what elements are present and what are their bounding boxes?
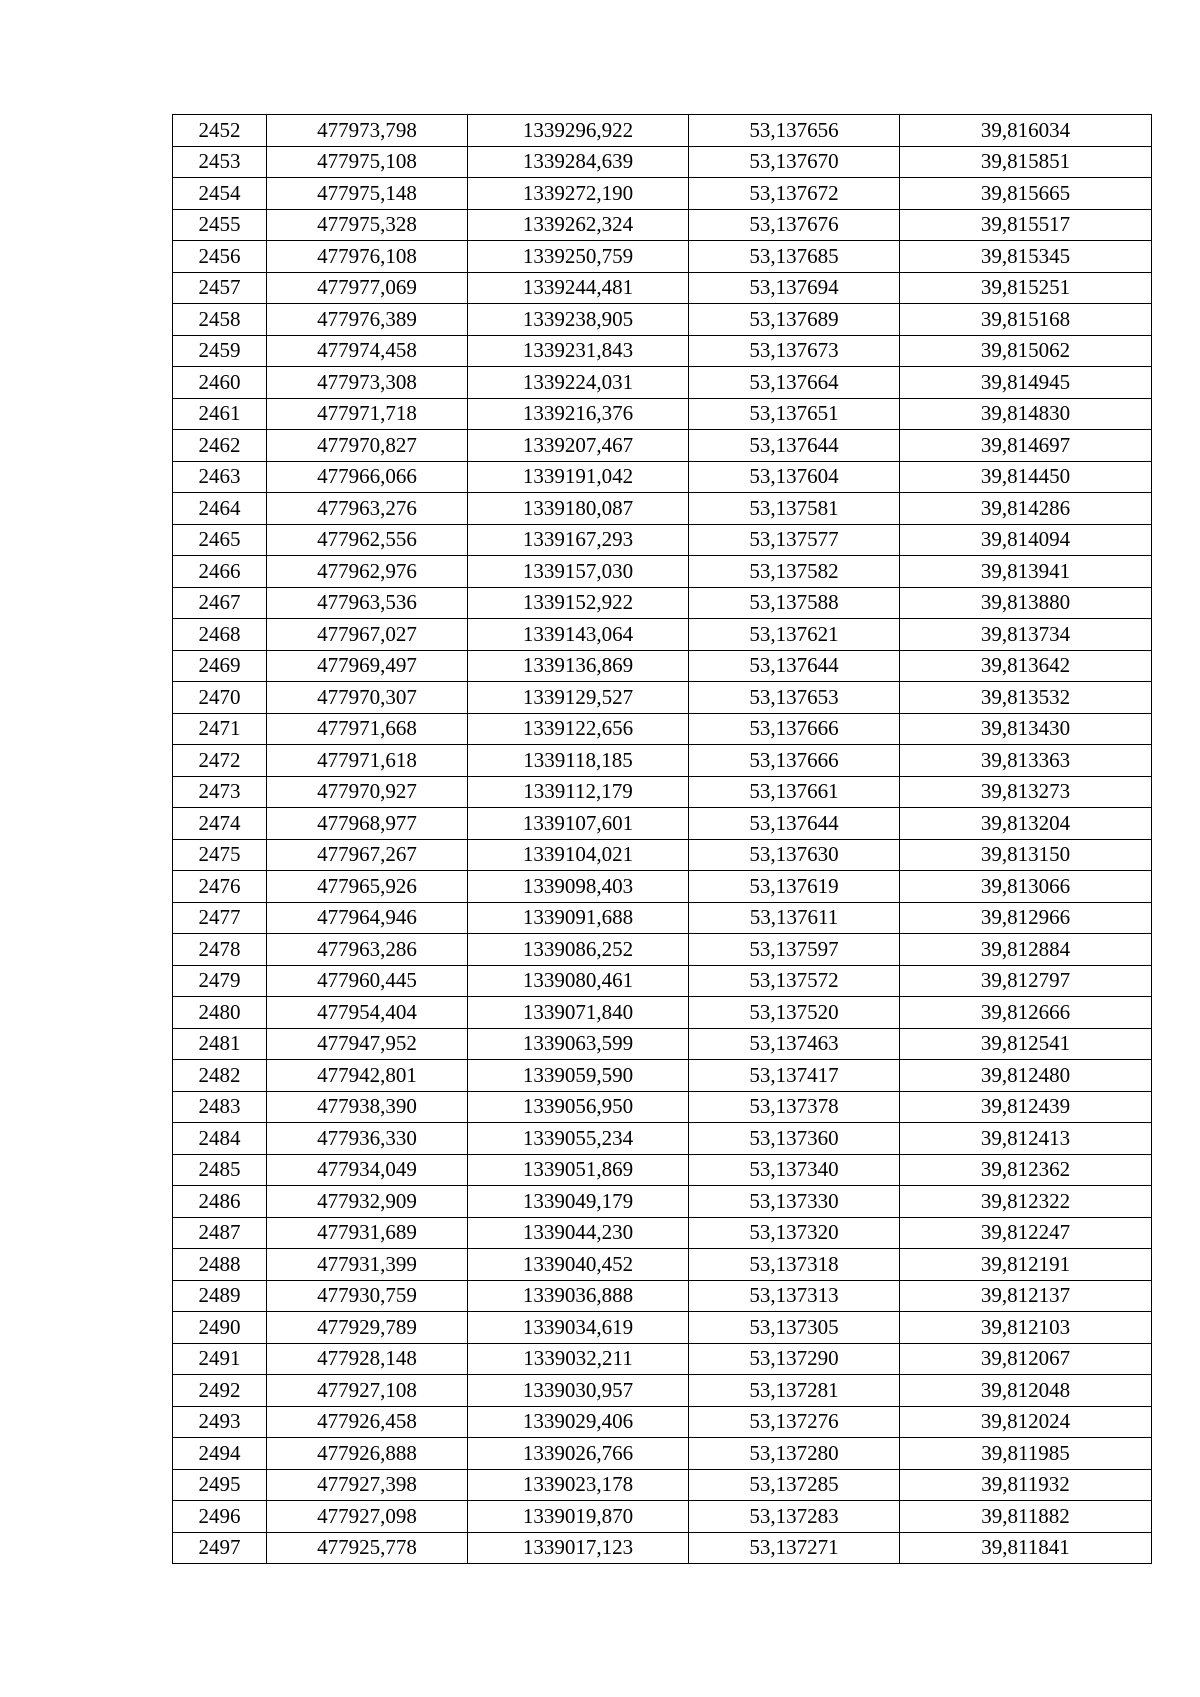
table-row (173, 1060, 1152, 1092)
longitude-cell: 39,815345 (900, 241, 1152, 273)
latitude-cell: 53,137604 (689, 461, 900, 493)
y-coordinate-cell: 1339157,030 (468, 556, 689, 588)
coordinates-table (172, 114, 1152, 1564)
y-coordinate-cell: 1339118,185 (468, 745, 689, 777)
y-coordinate-cell: 1339104,021 (468, 839, 689, 871)
latitude-cell: 53,137417 (689, 1060, 900, 1092)
longitude-cell: 39,813363 (900, 745, 1152, 777)
x-coordinate-cell: 477970,307 (267, 682, 468, 714)
table-row (173, 272, 1152, 304)
y-coordinate-cell: 1339049,179 (468, 1186, 689, 1218)
y-coordinate-cell: 1339059,590 (468, 1060, 689, 1092)
point-number-cell: 2486 (173, 1186, 267, 1218)
longitude-cell: 39,812966 (900, 902, 1152, 934)
x-coordinate-cell: 477971,668 (267, 713, 468, 745)
y-coordinate-cell: 1339091,688 (468, 902, 689, 934)
latitude-cell: 53,137664 (689, 367, 900, 399)
table-row (173, 713, 1152, 745)
table-row (173, 1280, 1152, 1312)
x-coordinate-cell: 477927,108 (267, 1375, 468, 1407)
latitude-cell: 53,137285 (689, 1469, 900, 1501)
latitude-cell: 53,137644 (689, 430, 900, 462)
latitude-cell: 53,137653 (689, 682, 900, 714)
point-number-cell: 2468 (173, 619, 267, 651)
y-coordinate-cell: 1339216,376 (468, 398, 689, 430)
point-number-cell: 2491 (173, 1343, 267, 1375)
longitude-cell: 39,812137 (900, 1280, 1152, 1312)
latitude-cell: 53,137520 (689, 997, 900, 1029)
table-row (173, 965, 1152, 997)
point-number-cell: 2488 (173, 1249, 267, 1281)
y-coordinate-cell: 1339191,042 (468, 461, 689, 493)
longitude-cell: 39,816034 (900, 115, 1152, 147)
x-coordinate-cell: 477974,458 (267, 335, 468, 367)
table-row (173, 1343, 1152, 1375)
latitude-cell: 53,137644 (689, 650, 900, 682)
x-coordinate-cell: 477938,390 (267, 1091, 468, 1123)
table-row (173, 1501, 1152, 1533)
y-coordinate-cell: 1339019,870 (468, 1501, 689, 1533)
longitude-cell: 39,815851 (900, 146, 1152, 178)
table-row (173, 524, 1152, 556)
x-coordinate-cell: 477963,276 (267, 493, 468, 525)
table-row (173, 1375, 1152, 1407)
x-coordinate-cell: 477968,977 (267, 808, 468, 840)
x-coordinate-cell: 477975,108 (267, 146, 468, 178)
table-row (173, 839, 1152, 871)
table-row (173, 1438, 1152, 1470)
table-row (173, 587, 1152, 619)
longitude-cell: 39,814450 (900, 461, 1152, 493)
point-number-cell: 2474 (173, 808, 267, 840)
longitude-cell: 39,811841 (900, 1532, 1152, 1564)
longitude-cell: 39,813941 (900, 556, 1152, 588)
latitude-cell: 53,137581 (689, 493, 900, 525)
point-number-cell: 2464 (173, 493, 267, 525)
longitude-cell: 39,812362 (900, 1154, 1152, 1186)
table-row (173, 650, 1152, 682)
table-row (173, 335, 1152, 367)
y-coordinate-cell: 1339098,403 (468, 871, 689, 903)
x-coordinate-cell: 477932,909 (267, 1186, 468, 1218)
x-coordinate-cell: 477967,027 (267, 619, 468, 651)
y-coordinate-cell: 1339071,840 (468, 997, 689, 1029)
table-row (173, 430, 1152, 462)
x-coordinate-cell: 477954,404 (267, 997, 468, 1029)
longitude-cell: 39,812666 (900, 997, 1152, 1029)
table-row (173, 997, 1152, 1029)
y-coordinate-cell: 1339284,639 (468, 146, 689, 178)
y-coordinate-cell: 1339056,950 (468, 1091, 689, 1123)
latitude-cell: 53,137320 (689, 1217, 900, 1249)
latitude-cell: 53,137689 (689, 304, 900, 336)
y-coordinate-cell: 1339051,869 (468, 1154, 689, 1186)
longitude-cell: 39,812884 (900, 934, 1152, 966)
latitude-cell: 53,137685 (689, 241, 900, 273)
x-coordinate-cell: 477967,267 (267, 839, 468, 871)
x-coordinate-cell: 477971,618 (267, 745, 468, 777)
x-coordinate-cell: 477929,789 (267, 1312, 468, 1344)
table-row (173, 1532, 1152, 1564)
point-number-cell: 2476 (173, 871, 267, 903)
latitude-cell: 53,137651 (689, 398, 900, 430)
x-coordinate-cell: 477934,049 (267, 1154, 468, 1186)
point-number-cell: 2453 (173, 146, 267, 178)
y-coordinate-cell: 1339129,527 (468, 682, 689, 714)
y-coordinate-cell: 1339152,922 (468, 587, 689, 619)
y-coordinate-cell: 1339112,179 (468, 776, 689, 808)
x-coordinate-cell: 477926,458 (267, 1406, 468, 1438)
latitude-cell: 53,137630 (689, 839, 900, 871)
longitude-cell: 39,812480 (900, 1060, 1152, 1092)
x-coordinate-cell: 477976,108 (267, 241, 468, 273)
x-coordinate-cell: 477975,148 (267, 178, 468, 210)
latitude-cell: 53,137283 (689, 1501, 900, 1533)
longitude-cell: 39,813642 (900, 650, 1152, 682)
longitude-cell: 39,814286 (900, 493, 1152, 525)
table-row (173, 115, 1152, 147)
point-number-cell: 2462 (173, 430, 267, 462)
x-coordinate-cell: 477969,497 (267, 650, 468, 682)
longitude-cell: 39,814945 (900, 367, 1152, 399)
y-coordinate-cell: 1339231,843 (468, 335, 689, 367)
longitude-cell: 39,813273 (900, 776, 1152, 808)
x-coordinate-cell: 477931,689 (267, 1217, 468, 1249)
y-coordinate-cell: 1339036,888 (468, 1280, 689, 1312)
point-number-cell: 2466 (173, 556, 267, 588)
x-coordinate-cell: 477926,888 (267, 1438, 468, 1470)
latitude-cell: 53,137305 (689, 1312, 900, 1344)
point-number-cell: 2478 (173, 934, 267, 966)
y-coordinate-cell: 1339143,064 (468, 619, 689, 651)
x-coordinate-cell: 477942,801 (267, 1060, 468, 1092)
point-number-cell: 2497 (173, 1532, 267, 1564)
x-coordinate-cell: 477928,148 (267, 1343, 468, 1375)
point-number-cell: 2469 (173, 650, 267, 682)
latitude-cell: 53,137276 (689, 1406, 900, 1438)
latitude-cell: 53,137694 (689, 272, 900, 304)
point-number-cell: 2456 (173, 241, 267, 273)
point-number-cell: 2484 (173, 1123, 267, 1155)
longitude-cell: 39,815665 (900, 178, 1152, 210)
x-coordinate-cell: 477964,946 (267, 902, 468, 934)
x-coordinate-cell: 477931,399 (267, 1249, 468, 1281)
point-number-cell: 2492 (173, 1375, 267, 1407)
point-number-cell: 2460 (173, 367, 267, 399)
point-number-cell: 2483 (173, 1091, 267, 1123)
y-coordinate-cell: 1339262,324 (468, 209, 689, 241)
point-number-cell: 2490 (173, 1312, 267, 1344)
y-coordinate-cell: 1339296,922 (468, 115, 689, 147)
latitude-cell: 53,137280 (689, 1438, 900, 1470)
longitude-cell: 39,813150 (900, 839, 1152, 871)
point-number-cell: 2485 (173, 1154, 267, 1186)
latitude-cell: 53,137666 (689, 713, 900, 745)
table-row (173, 682, 1152, 714)
longitude-cell: 39,815062 (900, 335, 1152, 367)
point-number-cell: 2489 (173, 1280, 267, 1312)
x-coordinate-cell: 477966,066 (267, 461, 468, 493)
latitude-cell: 53,137644 (689, 808, 900, 840)
point-number-cell: 2493 (173, 1406, 267, 1438)
table-row (173, 808, 1152, 840)
latitude-cell: 53,137588 (689, 587, 900, 619)
table-row (173, 776, 1152, 808)
point-number-cell: 2472 (173, 745, 267, 777)
latitude-cell: 53,137611 (689, 902, 900, 934)
x-coordinate-cell: 477970,927 (267, 776, 468, 808)
table-row (173, 1123, 1152, 1155)
longitude-cell: 39,815517 (900, 209, 1152, 241)
point-number-cell: 2461 (173, 398, 267, 430)
y-coordinate-cell: 1339086,252 (468, 934, 689, 966)
y-coordinate-cell: 1339055,234 (468, 1123, 689, 1155)
latitude-cell: 53,137572 (689, 965, 900, 997)
longitude-cell: 39,812413 (900, 1123, 1152, 1155)
latitude-cell: 53,137463 (689, 1028, 900, 1060)
x-coordinate-cell: 477962,976 (267, 556, 468, 588)
coordinates-table-body (173, 115, 1152, 1564)
latitude-cell: 53,137330 (689, 1186, 900, 1218)
longitude-cell: 39,813880 (900, 587, 1152, 619)
longitude-cell: 39,811932 (900, 1469, 1152, 1501)
table-row (173, 1249, 1152, 1281)
table-row (173, 1469, 1152, 1501)
longitude-cell: 39,813532 (900, 682, 1152, 714)
x-coordinate-cell: 477976,389 (267, 304, 468, 336)
y-coordinate-cell: 1339044,230 (468, 1217, 689, 1249)
latitude-cell: 53,137582 (689, 556, 900, 588)
point-number-cell: 2495 (173, 1469, 267, 1501)
point-number-cell: 2459 (173, 335, 267, 367)
point-number-cell: 2471 (173, 713, 267, 745)
y-coordinate-cell: 1339244,481 (468, 272, 689, 304)
point-number-cell: 2457 (173, 272, 267, 304)
longitude-cell: 39,812797 (900, 965, 1152, 997)
point-number-cell: 2465 (173, 524, 267, 556)
point-number-cell: 2467 (173, 587, 267, 619)
table-row (173, 745, 1152, 777)
point-number-cell: 2452 (173, 115, 267, 147)
latitude-cell: 53,137661 (689, 776, 900, 808)
longitude-cell: 39,815168 (900, 304, 1152, 336)
y-coordinate-cell: 1339063,599 (468, 1028, 689, 1060)
x-coordinate-cell: 477973,308 (267, 367, 468, 399)
y-coordinate-cell: 1339026,766 (468, 1438, 689, 1470)
y-coordinate-cell: 1339107,601 (468, 808, 689, 840)
table-row (173, 146, 1152, 178)
latitude-cell: 53,137281 (689, 1375, 900, 1407)
table-row (173, 619, 1152, 651)
latitude-cell: 53,137271 (689, 1532, 900, 1564)
longitude-cell: 39,815251 (900, 272, 1152, 304)
longitude-cell: 39,813734 (900, 619, 1152, 651)
point-number-cell: 2455 (173, 209, 267, 241)
latitude-cell: 53,137597 (689, 934, 900, 966)
point-number-cell: 2496 (173, 1501, 267, 1533)
latitude-cell: 53,137673 (689, 335, 900, 367)
table-row (173, 871, 1152, 903)
point-number-cell: 2477 (173, 902, 267, 934)
longitude-cell: 39,813204 (900, 808, 1152, 840)
table-row (173, 1028, 1152, 1060)
x-coordinate-cell: 477936,330 (267, 1123, 468, 1155)
point-number-cell: 2487 (173, 1217, 267, 1249)
latitude-cell: 53,137619 (689, 871, 900, 903)
latitude-cell: 53,137340 (689, 1154, 900, 1186)
latitude-cell: 53,137577 (689, 524, 900, 556)
y-coordinate-cell: 1339029,406 (468, 1406, 689, 1438)
table-row (173, 934, 1152, 966)
y-coordinate-cell: 1339122,656 (468, 713, 689, 745)
point-number-cell: 2494 (173, 1438, 267, 1470)
table-row (173, 1091, 1152, 1123)
longitude-cell: 39,811882 (900, 1501, 1152, 1533)
longitude-cell: 39,812191 (900, 1249, 1152, 1281)
x-coordinate-cell: 477930,759 (267, 1280, 468, 1312)
table-row (173, 493, 1152, 525)
y-coordinate-cell: 1339040,452 (468, 1249, 689, 1281)
y-coordinate-cell: 1339167,293 (468, 524, 689, 556)
y-coordinate-cell: 1339023,178 (468, 1469, 689, 1501)
y-coordinate-cell: 1339250,759 (468, 241, 689, 273)
x-coordinate-cell: 477977,069 (267, 272, 468, 304)
latitude-cell: 53,137670 (689, 146, 900, 178)
y-coordinate-cell: 1339136,869 (468, 650, 689, 682)
table-row (173, 398, 1152, 430)
x-coordinate-cell: 477975,328 (267, 209, 468, 241)
latitude-cell: 53,137656 (689, 115, 900, 147)
table-row (173, 304, 1152, 336)
x-coordinate-cell: 477970,827 (267, 430, 468, 462)
x-coordinate-cell: 477973,798 (267, 115, 468, 147)
longitude-cell: 39,812322 (900, 1186, 1152, 1218)
longitude-cell: 39,811985 (900, 1438, 1152, 1470)
y-coordinate-cell: 1339034,619 (468, 1312, 689, 1344)
table-row (173, 556, 1152, 588)
x-coordinate-cell: 477947,952 (267, 1028, 468, 1060)
table-row (173, 1406, 1152, 1438)
longitude-cell: 39,814697 (900, 430, 1152, 462)
point-number-cell: 2454 (173, 178, 267, 210)
latitude-cell: 53,137621 (689, 619, 900, 651)
point-number-cell: 2458 (173, 304, 267, 336)
x-coordinate-cell: 477960,445 (267, 965, 468, 997)
point-number-cell: 2463 (173, 461, 267, 493)
x-coordinate-cell: 477927,098 (267, 1501, 468, 1533)
latitude-cell: 53,137313 (689, 1280, 900, 1312)
longitude-cell: 39,812247 (900, 1217, 1152, 1249)
table-row (173, 241, 1152, 273)
y-coordinate-cell: 1339207,467 (468, 430, 689, 462)
latitude-cell: 53,137672 (689, 178, 900, 210)
longitude-cell: 39,812067 (900, 1343, 1152, 1375)
table-row (173, 461, 1152, 493)
latitude-cell: 53,137290 (689, 1343, 900, 1375)
table-row (173, 1154, 1152, 1186)
table-row (173, 178, 1152, 210)
point-number-cell: 2470 (173, 682, 267, 714)
table-row (173, 1312, 1152, 1344)
point-number-cell: 2473 (173, 776, 267, 808)
latitude-cell: 53,137666 (689, 745, 900, 777)
latitude-cell: 53,137318 (689, 1249, 900, 1281)
point-number-cell: 2479 (173, 965, 267, 997)
y-coordinate-cell: 1339030,957 (468, 1375, 689, 1407)
longitude-cell: 39,812541 (900, 1028, 1152, 1060)
table-row (173, 1217, 1152, 1249)
longitude-cell: 39,812439 (900, 1091, 1152, 1123)
point-number-cell: 2482 (173, 1060, 267, 1092)
y-coordinate-cell: 1339238,905 (468, 304, 689, 336)
y-coordinate-cell: 1339224,031 (468, 367, 689, 399)
x-coordinate-cell: 477963,536 (267, 587, 468, 619)
y-coordinate-cell: 1339180,087 (468, 493, 689, 525)
latitude-cell: 53,137676 (689, 209, 900, 241)
point-number-cell: 2481 (173, 1028, 267, 1060)
x-coordinate-cell: 477927,398 (267, 1469, 468, 1501)
latitude-cell: 53,137378 (689, 1091, 900, 1123)
y-coordinate-cell: 1339080,461 (468, 965, 689, 997)
longitude-cell: 39,812024 (900, 1406, 1152, 1438)
point-number-cell: 2480 (173, 997, 267, 1029)
y-coordinate-cell: 1339032,211 (468, 1343, 689, 1375)
longitude-cell: 39,813430 (900, 713, 1152, 745)
longitude-cell: 39,812103 (900, 1312, 1152, 1344)
x-coordinate-cell: 477925,778 (267, 1532, 468, 1564)
longitude-cell: 39,814830 (900, 398, 1152, 430)
longitude-cell: 39,813066 (900, 871, 1152, 903)
x-coordinate-cell: 477962,556 (267, 524, 468, 556)
x-coordinate-cell: 477963,286 (267, 934, 468, 966)
point-number-cell: 2475 (173, 839, 267, 871)
y-coordinate-cell: 1339272,190 (468, 178, 689, 210)
x-coordinate-cell: 477971,718 (267, 398, 468, 430)
latitude-cell: 53,137360 (689, 1123, 900, 1155)
table-row (173, 1186, 1152, 1218)
longitude-cell: 39,812048 (900, 1375, 1152, 1407)
table-row (173, 367, 1152, 399)
longitude-cell: 39,814094 (900, 524, 1152, 556)
x-coordinate-cell: 477965,926 (267, 871, 468, 903)
table-row (173, 902, 1152, 934)
y-coordinate-cell: 1339017,123 (468, 1532, 689, 1564)
table-row (173, 209, 1152, 241)
